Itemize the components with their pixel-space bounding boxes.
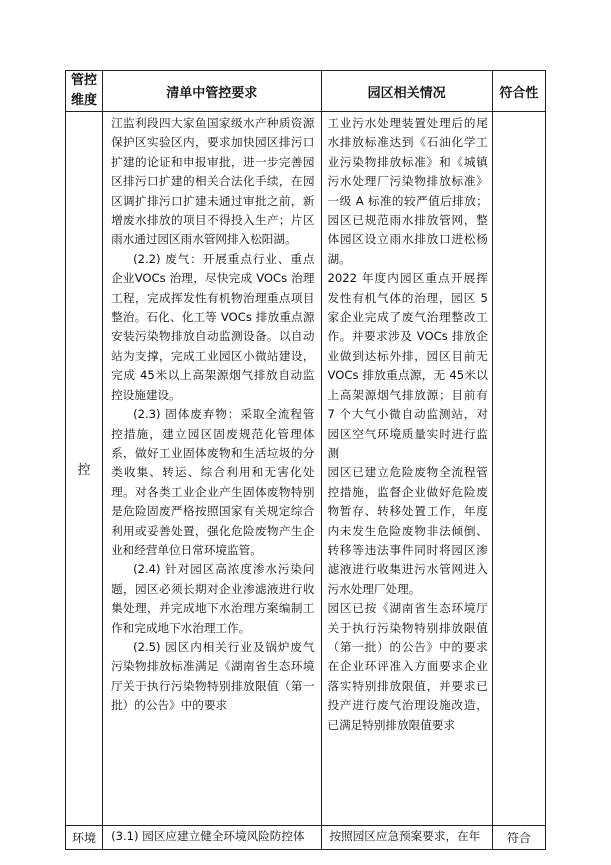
- zone-paragraph: 工业污水处理装置处理后的尾水排放标准达到《石油化学工业污染物排放标准》和《城镇污水处理厂污染物排放标准》一级 A 标准的较严值后排放；园区已规范雨水排放管网，整体园区设立雨水排放口进松杨湖。: [327, 116, 488, 266]
- header-requirement: 清单中管控要求: [103, 71, 321, 112]
- requirement-paragraph: (2.5) 园区内相关行业及锅炉废气污染物排放标准满足《湖南省生态环境厅关于执行污染物特别排放限值（第一批）的公告》中的要求: [111, 639, 315, 713]
- zone-paragraph: 园区已按《湖南省生态环境厅关于执行污染物特别排放限值（第一批）的公告》中的要求在企业环评准入方面要求企业落实特别排放限值，并要求已投产进行废气治理设施改造，已满足特别排放限值要求: [327, 601, 488, 732]
- compliance-cell: [492, 112, 545, 826]
- zone-paragraph: 2022 年度内园区重点开展挥发性有机气体的治理，园区 5 家企业完成了废气治理整改工作。并要求涉及 VOCs 排放企业做到达标外排，园区目前无 VOCs 排放重点源，无 45米以上高架源烟气排放源；目前有 7 个大气小微自动监测站，对园区空气环境质量实时进行监测: [327, 271, 488, 460]
- dimension-cell: 环境: [66, 826, 103, 850]
- requirement-paragraph: (2.4) 针对园区高浓度渗水污染问题，园区必须长期对企业渗滤液进行收集处理，并完成地下水治理方案编制工作和完成地下水治理工作。: [111, 562, 315, 635]
- requirement-paragraph: (2.2) 废气：开展重点行业、重点企业VOCs 治理，尽快完成 VOCs 治理工程，完成挥发性有机物治理重点项目整治。石化、化工等 VOCs 排放重点源安装污染物排放自动监测设备。以自动站为支撑，完成工业园区小微站建设，完成 45米以上高架源烟气排放自动监控设施建设。: [111, 251, 315, 402]
- header-zone: 园区相关情况: [321, 71, 492, 112]
- zone-paragraph: 园区已建立危险废物全流程管控措施，监督企业做好危险废物暂存、转移处置工作，年度内未发生危险废物非法倾倒、转移等违法事件同时将园区渗滤液进行收集进污水管网进入污水处理厂处理。: [327, 465, 488, 596]
- requirement-cell: [103, 112, 321, 826]
- zone-cell: 按照园区应急预案要求，在年: [321, 826, 492, 850]
- table-header-row: [66, 71, 546, 112]
- header-dimension: 管控维度: [66, 71, 103, 112]
- requirement-paragraph: (2.3) 固体废弃物：采取全流程管控措施，建立园区固废规范化管理体系，做好工业固体废物和生活垃圾的分类收集、转运、综合利用和无害化处理。对各类工业企业产生固体废物特别是危险固废严格按照国家有关规定综合利用或妥善处置，强化危险废物产生企业和经营单位日常环境监管。: [111, 407, 315, 557]
- dimension-cell: 控: [66, 112, 103, 826]
- table-row: [66, 112, 546, 826]
- table-row: [66, 826, 546, 850]
- header-compliance: 符合性: [492, 71, 545, 112]
- zone-cell: [321, 112, 492, 826]
- requirement-cell: (3.1) 园区应建立健全环境风险防控体: [103, 826, 321, 850]
- compliance-table: [65, 70, 546, 850]
- requirement-paragraph: 江监利段四大家鱼国家级水产种质资源保护区实验区内，要求加快园区排污口扩建的论证和申报审批，进一步完善园区排污口扩建的相关合法化手续，在园区调扩排污口扩建未通过审批之前，新增废水排放的项目不得投入生产；片区雨水通过园区雨水管网排入松阳湖。: [111, 116, 315, 247]
- compliance-cell: 符合: [492, 826, 545, 850]
